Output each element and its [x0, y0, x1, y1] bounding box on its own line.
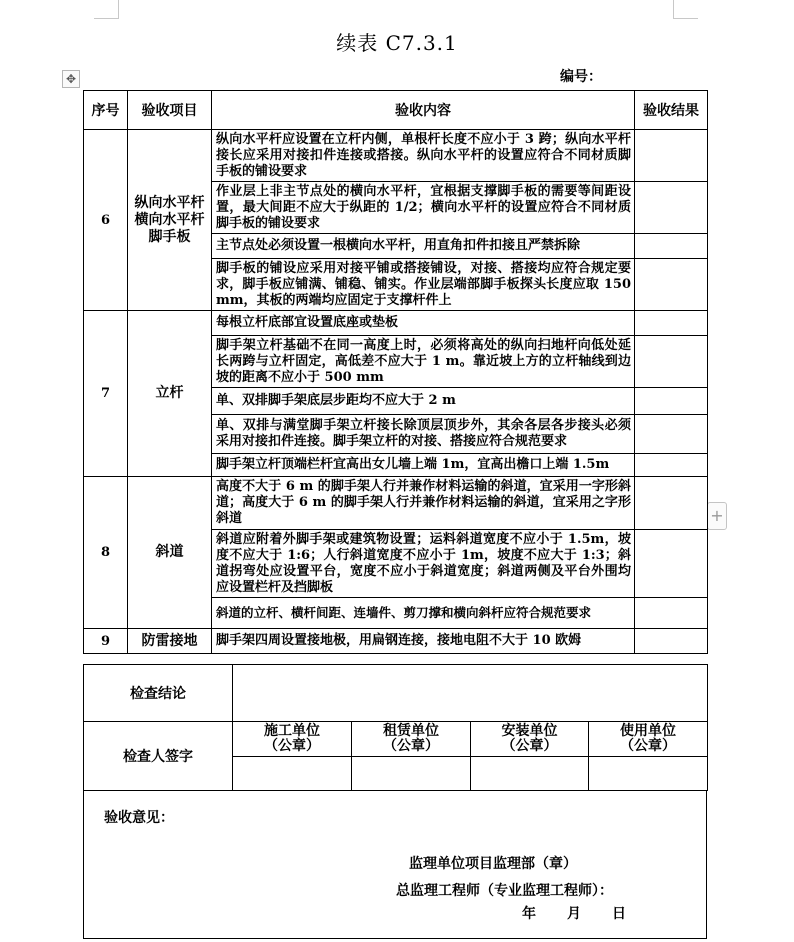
header-content: 验收内容 — [212, 91, 635, 130]
content-cell[interactable]: 作业层上非主节点处的横向水平杆，宜根据支撑脚手板的需要等间距设置，最大间距不应大于纵距的 1/2；横向水平杆的设置应符合不同材质脚手板的铺设要求 — [212, 182, 635, 234]
serial-number-label: 编号： — [560, 69, 602, 85]
acceptance-opinion-box[interactable] — [83, 791, 707, 939]
result-cell[interactable] — [635, 388, 708, 415]
table-move-handle-icon[interactable]: ✥ — [62, 70, 80, 88]
inspection-table — [83, 90, 708, 654]
content-cell[interactable]: 脚手架立杆顶端栏杆宜高出女儿墙上端 1m，宜高出檐口上端 1.5m — [212, 454, 635, 477]
header-item: 验收项目 — [128, 91, 212, 130]
installation-unit-header: 安装单位 （公章） — [471, 722, 589, 757]
result-cell[interactable] — [635, 598, 708, 629]
seq-cell: 9 — [84, 629, 128, 654]
supervision-department-seal-label: 监理单位项目监理部（章） — [409, 856, 577, 872]
header-result: 验收结果 — [635, 91, 708, 130]
inspection-conclusion-field[interactable] — [233, 665, 708, 722]
user-unit-header: 使用单位 （公章） — [589, 722, 708, 757]
leasing-unit-header: 租赁单位 （公章） — [352, 722, 471, 757]
content-cell[interactable]: 斜道的立杆、横杆间距、连墙件、剪刀撑和横向斜杆应符合规范要求 — [212, 598, 635, 629]
result-cell[interactable] — [635, 234, 708, 259]
result-cell[interactable] — [635, 130, 708, 182]
conclusion-table — [83, 664, 708, 791]
content-cell[interactable]: 单、双排脚手架底层步距均不应大于 2 m — [212, 388, 635, 415]
inspection-conclusion-label: 检查结论 — [84, 665, 233, 722]
result-cell[interactable] — [635, 259, 708, 311]
construction-unit-signature-field[interactable] — [233, 757, 352, 791]
content-cell[interactable]: 单、双排与满堂脚手架立杆接长除顶层顶步外，其余各层各步接头必须采用对接扣件连接。脚手架立杆的对接、搭接应符合规范要求 — [212, 415, 635, 454]
result-cell[interactable] — [635, 629, 708, 654]
chief-engineer-label: 总监理工程师（专业监理工程师）： — [396, 883, 613, 899]
header-seq: 序号 — [84, 91, 128, 130]
leasing-unit-signature-field[interactable] — [352, 757, 471, 791]
result-cell[interactable] — [635, 477, 708, 530]
result-cell[interactable] — [635, 311, 708, 336]
table-row — [84, 629, 708, 654]
add-column-icon[interactable]: + — [707, 502, 727, 530]
table-row — [84, 477, 708, 530]
content-cell[interactable]: 主节点处必须设置一根横向水平杆，用直角扣件扣接且严禁拆除 — [212, 234, 635, 259]
content-cell[interactable]: 每根立杆底部宜设置底座或垫板 — [212, 311, 635, 336]
result-cell[interactable] — [635, 530, 708, 598]
construction-unit-header: 施工单位 （公章） — [233, 722, 352, 757]
installation-unit-signature-field[interactable] — [471, 757, 589, 791]
content-cell[interactable]: 脚手板的铺设应采用对接平铺或搭接铺设，对接、搭接均应符合规定要求，脚手板应铺满、铺稳、铺实。作业层端部脚手板探头长度应取 150 mm，其板的两端均应固定于支撑杆件上 — [212, 259, 635, 311]
table-header-row — [84, 91, 708, 130]
crop-mark-top-left — [94, 0, 119, 19]
seq-cell: 8 — [84, 477, 128, 629]
content-cell[interactable]: 高度不大于 6 m 的脚手架人行并兼作材料运输的斜道，宜采用一字形斜道；高度大于 6 m 的脚手架人行并兼作材料运输的斜道，宜采用之字形斜道 — [212, 477, 635, 530]
result-cell[interactable] — [635, 415, 708, 454]
inspector-signature-label: 检查人签字 — [84, 722, 233, 791]
item-cell: 立杆 — [128, 311, 212, 477]
item-cell: 斜道 — [128, 477, 212, 629]
result-cell[interactable] — [635, 182, 708, 234]
content-cell[interactable]: 脚手架四周设置接地极，用扁钢连接，接地电阻不大于 10 欧姆 — [212, 629, 635, 654]
user-unit-signature-field[interactable] — [589, 757, 708, 791]
item-cell: 纵向水平杆横向水平杆脚手板 — [128, 130, 212, 311]
table-row — [84, 130, 708, 182]
crop-mark-top-right — [673, 0, 698, 19]
item-cell: 防雷接地 — [128, 629, 212, 654]
table-row — [84, 311, 708, 336]
result-cell[interactable] — [635, 336, 708, 388]
content-cell[interactable]: 斜道应附着外脚手架或建筑物设置；运料斜道宽度不应小于 1.5m，坡度不应大于 1:6；人行斜道宽度不应小于 1m，坡度不应大于 1:3；斜道拐弯处应设置平台，宽度不应小于斜道宽度；斜道两侧及平台外围均应设置栏杆及挡脚板 — [212, 530, 635, 598]
acceptance-opinion-label: 验收意见： — [104, 810, 174, 826]
seq-cell: 6 — [84, 130, 128, 311]
content-cell[interactable]: 纵向水平杆应设置在立杆内侧，单根杆长度不应小于 3 跨；纵向水平杆接长应采用对接扣件连接或搭接。纵向水平杆的设置应符合不同材质脚手板的铺设要求 — [212, 130, 635, 182]
page-title: 续表 C7.3.1 — [336, 31, 458, 55]
result-cell[interactable] — [635, 454, 708, 477]
seq-cell: 7 — [84, 311, 128, 477]
content-cell[interactable]: 脚手架立杆基础不在同一高度上时，必须将高处的纵向扫地杆向低处延长两跨与立杆固定，高低差不应大于 1 m。靠近坡上方的立杆轴线到边坡的距离不应小于 500 mm — [212, 336, 635, 388]
date-label: 年 月 日 — [522, 906, 627, 922]
